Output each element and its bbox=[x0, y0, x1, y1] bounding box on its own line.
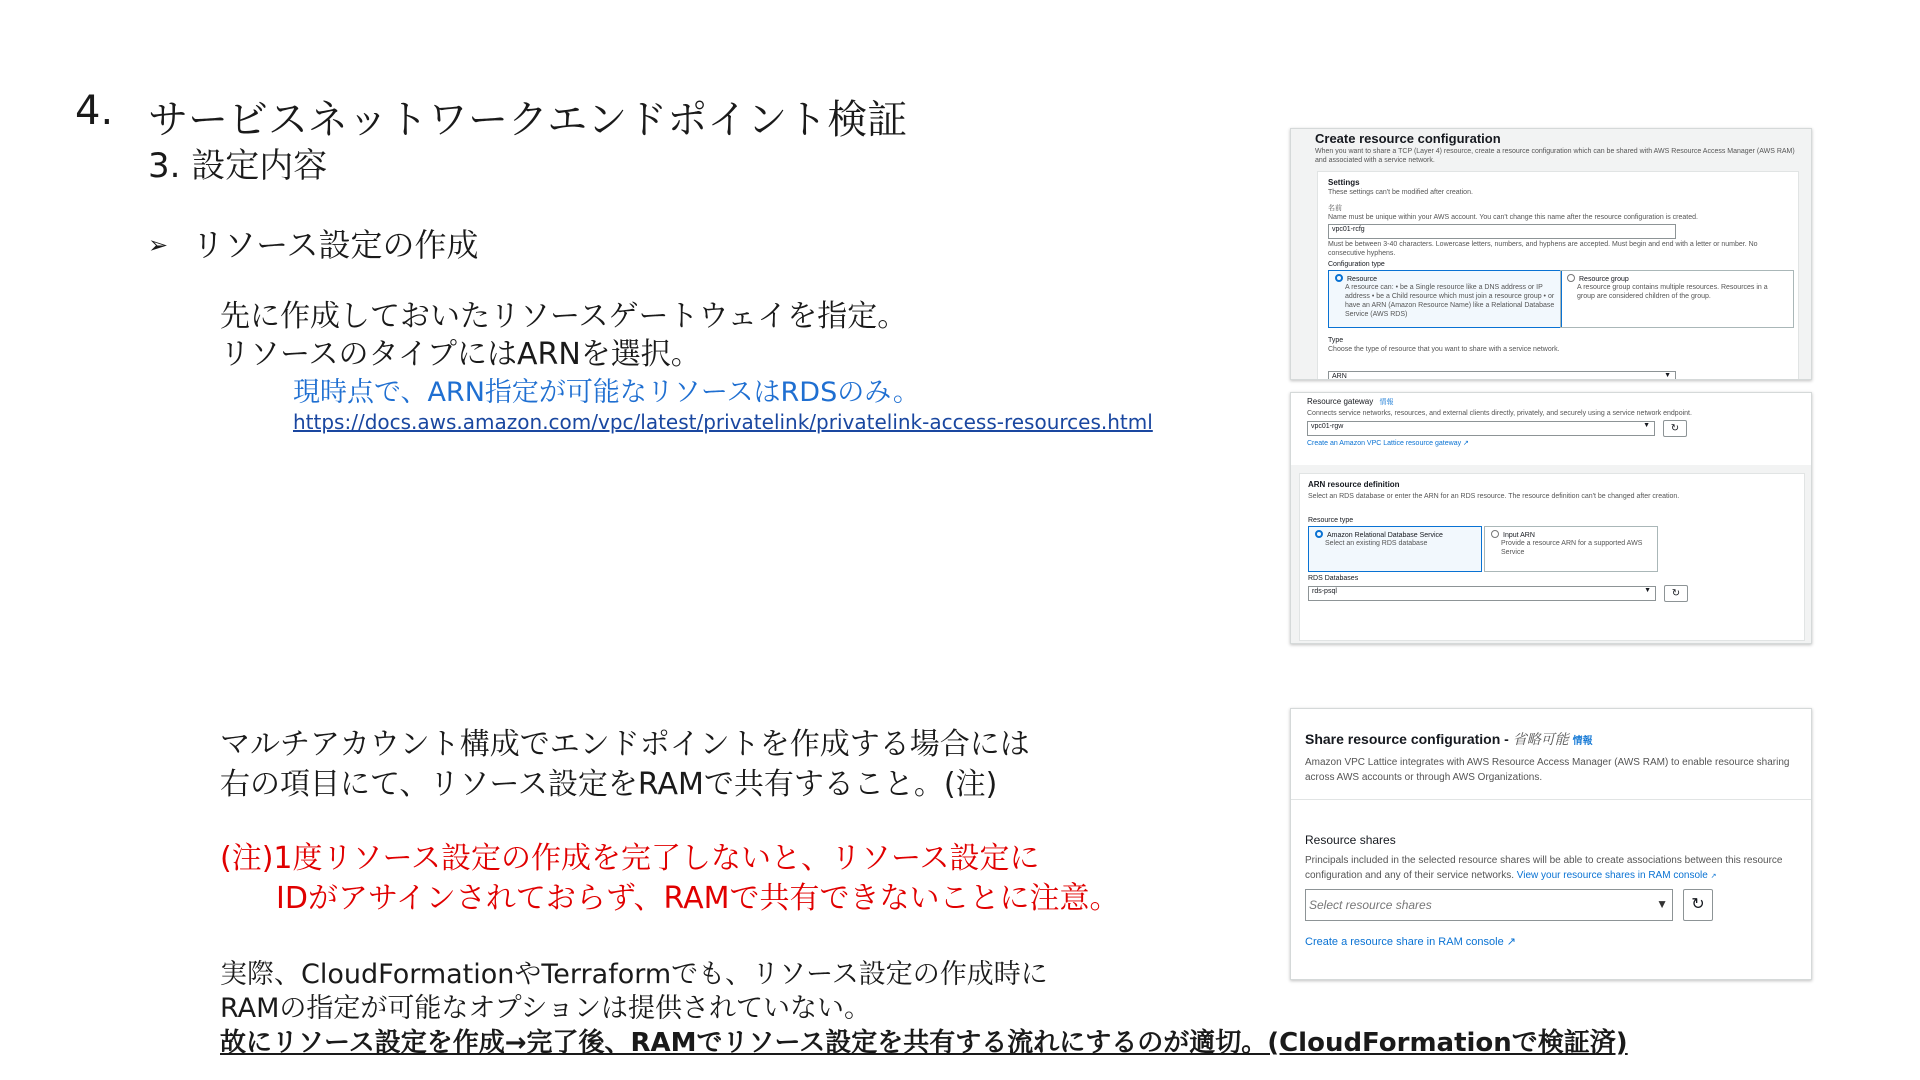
share-optional: 省略可能 bbox=[1512, 731, 1569, 747]
block2-line1: マルチアカウント構成でエンドポイントを作成する場合には bbox=[220, 727, 1030, 762]
opt-resource-desc: A resource can: • be a Single resource like a DNS address or IP address • be a Child resource which must join a resource group • or have an ARN (Amazon Resource Name) like a Relational Database Service (AWS RDS) bbox=[1345, 284, 1555, 318]
caret-down-icon: ▼ bbox=[1664, 372, 1671, 379]
bullet-item bbox=[148, 220, 479, 266]
create-gateway-link[interactable]: Create an Amazon VPC Lattice resource gateway ↗ bbox=[1307, 440, 1469, 447]
arn-title: ARN resource definition bbox=[1308, 480, 1400, 489]
opt-rds-desc: Select an existing RDS database bbox=[1325, 540, 1428, 547]
settings-desc: These settings can't be modified after creation. bbox=[1328, 189, 1473, 196]
block2-line2: 右の項目にて、リソース設定をRAMで共有すること。(注) bbox=[220, 767, 998, 802]
gateway-label: Resource gateway bbox=[1307, 397, 1374, 406]
heading-number: 4. bbox=[75, 88, 114, 134]
shares-label: Resource shares bbox=[1305, 833, 1396, 847]
create-config-title: Create resource configuration bbox=[1315, 131, 1501, 146]
screenshot-create-resource-config bbox=[1290, 128, 1812, 380]
radio-unselected-icon bbox=[1491, 530, 1499, 538]
share-divider bbox=[1291, 799, 1811, 800]
opt-group-label: Resource group bbox=[1579, 276, 1629, 283]
rtype-label: Resource type bbox=[1308, 517, 1354, 524]
arn-desc: Select an RDS database or enter the ARN for an RDS resource. The resource definition can't be changed after creation. bbox=[1308, 493, 1680, 500]
type-select-value: ARN bbox=[1332, 373, 1347, 380]
external-link-icon: ↗ bbox=[1463, 440, 1469, 447]
block1-line1: 先に作成しておいたリソースゲートウェイを指定。 bbox=[220, 299, 908, 334]
opt-group-desc: A resource group contains multiple resources. Resources in a group are considered children of the group. bbox=[1577, 284, 1768, 300]
slide-title: サービスネットワークエンドポイント検証 bbox=[148, 97, 908, 143]
screenshot-share-resource-config bbox=[1290, 708, 1812, 980]
config-type-group-option[interactable] bbox=[1560, 270, 1794, 328]
gateway-desc: Connects service networks, resources, and external clients directly, privately, and securely using a service network endpoint. bbox=[1307, 410, 1692, 417]
gateway-info-link[interactable]: 情報 bbox=[1379, 399, 1394, 406]
block3-line3: 故にリソース設定を作成→完了後、RAMでリソース設定を共有する流れにするのが適切。(CloudFormationで検証済) bbox=[220, 1028, 1628, 1058]
settings-title: Settings bbox=[1328, 178, 1360, 187]
rds-select-value: rds-psql bbox=[1312, 588, 1337, 595]
type-label: Type bbox=[1328, 337, 1344, 344]
opt-input-desc: Provide a resource ARN for a supported AWS Service bbox=[1501, 540, 1643, 556]
resource-shares-placeholder: Select resource shares bbox=[1309, 898, 1432, 912]
external-link-icon: ↗ bbox=[1506, 936, 1516, 948]
rds-refresh-button[interactable] bbox=[1664, 585, 1688, 602]
opt-input-label: Input ARN bbox=[1503, 532, 1535, 539]
name-rule: Must be between 3-40 characters. Lowercase letters, numbers, and hyphens are accepted. Must begin and end with a letter or number. No consecutive hyphens. bbox=[1328, 241, 1758, 257]
create-share-link[interactable]: Create a resource share in RAM console ↗ bbox=[1305, 936, 1516, 948]
bullet-arrow-icon: ➢ bbox=[148, 231, 169, 259]
caret-down-icon: ▼ bbox=[1644, 587, 1651, 594]
share-title: Share resource configuration - bbox=[1305, 731, 1513, 747]
caret-down-icon: ▼ bbox=[1656, 897, 1668, 911]
refresh-icon: ↻ bbox=[1671, 588, 1681, 599]
arn-definition-section bbox=[1299, 473, 1805, 641]
name-hint: Name must be unique within your AWS account. You can't change this name after the resource configuration is created. bbox=[1328, 214, 1698, 221]
block2-note2: IDがアサインされておらず、RAMで共有できないことに注意。 bbox=[276, 881, 1120, 916]
rds-select[interactable] bbox=[1308, 586, 1656, 601]
radio-selected-icon bbox=[1315, 530, 1323, 538]
config-type-label: Configuration type bbox=[1328, 261, 1385, 268]
share-desc: Amazon VPC Lattice integrates with AWS Resource Access Manager (AWS RAM) to enable resource sharing across AWS accounts or through AWS Organizations. bbox=[1305, 757, 1790, 783]
bullet-text: リソース設定の作成 bbox=[192, 226, 479, 264]
share-title-row bbox=[1305, 729, 1593, 749]
settings-container bbox=[1317, 171, 1799, 380]
rtype-rds-option[interactable] bbox=[1308, 526, 1482, 572]
name-input[interactable]: vpc01-rcfg bbox=[1328, 224, 1676, 239]
shares-refresh-button[interactable] bbox=[1683, 889, 1713, 921]
config-type-resource-option[interactable] bbox=[1328, 270, 1562, 328]
gateway-refresh-button[interactable] bbox=[1663, 420, 1687, 437]
radio-unselected-icon bbox=[1567, 274, 1575, 282]
refresh-icon: ↻ bbox=[1670, 423, 1680, 434]
block1-line2: リソースのタイプにはARNを選択。 bbox=[220, 337, 701, 372]
opt-resource-label: Resource bbox=[1347, 276, 1377, 283]
view-shares-link[interactable]: View your resource shares in RAM console bbox=[1516, 870, 1708, 881]
rtype-input-arn-option[interactable] bbox=[1484, 526, 1658, 572]
create-config-desc: When you want to share a TCP (Layer 4) resource, create a resource configuration which can be shared with AWS Resource Access Manager (AWS RAM) and associated with a service network. bbox=[1315, 148, 1795, 164]
share-info-link[interactable]: 情報 bbox=[1572, 736, 1593, 747]
screenshot-resource-gateway bbox=[1290, 392, 1812, 644]
type-select[interactable] bbox=[1328, 371, 1676, 380]
block1-note: 現時点で、ARN指定が可能なリソースはRDSのみ。 bbox=[293, 377, 920, 408]
resource-shares-select[interactable] bbox=[1305, 889, 1673, 921]
block3-line2: RAMの指定が可能なオプションは提供されていない。 bbox=[220, 993, 872, 1024]
block2-note1: (注)1度リソース設定の作成を完了しないと、リソース設定に bbox=[220, 841, 1040, 876]
rds-label: RDS Databases bbox=[1308, 575, 1359, 582]
refresh-icon: ↻ bbox=[1691, 896, 1705, 913]
gateway-select[interactable] bbox=[1307, 421, 1655, 436]
block3-line1: 実際、CloudFormationやTerraformでも、リソース設定の作成時に bbox=[220, 959, 1048, 990]
radio-selected-icon bbox=[1335, 274, 1343, 282]
gateway-section bbox=[1291, 393, 1811, 465]
caret-down-icon: ▼ bbox=[1643, 422, 1650, 429]
external-link-icon: ↗ bbox=[1710, 873, 1717, 880]
name-label: 名前 bbox=[1328, 205, 1342, 212]
gateway-select-value: vpc01-rgw bbox=[1311, 423, 1344, 430]
gateway-label-row bbox=[1307, 397, 1394, 407]
slide-subtitle: 3. 設定内容 bbox=[148, 146, 328, 186]
type-desc: Choose the type of resource that you want to share with a service network. bbox=[1328, 346, 1560, 353]
opt-rds-label: Amazon Relational Database Service bbox=[1327, 532, 1443, 539]
docs-link[interactable]: https://docs.aws.amazon.com/vpc/latest/privatelink/privatelink-access-resources.html bbox=[293, 410, 1153, 434]
shares-desc-row: Principals included in the selected resource shares will be able to create associations between this resource configuration and any of their service networks. View your resource shares in RAM console ↗ bbox=[1305, 855, 1783, 881]
